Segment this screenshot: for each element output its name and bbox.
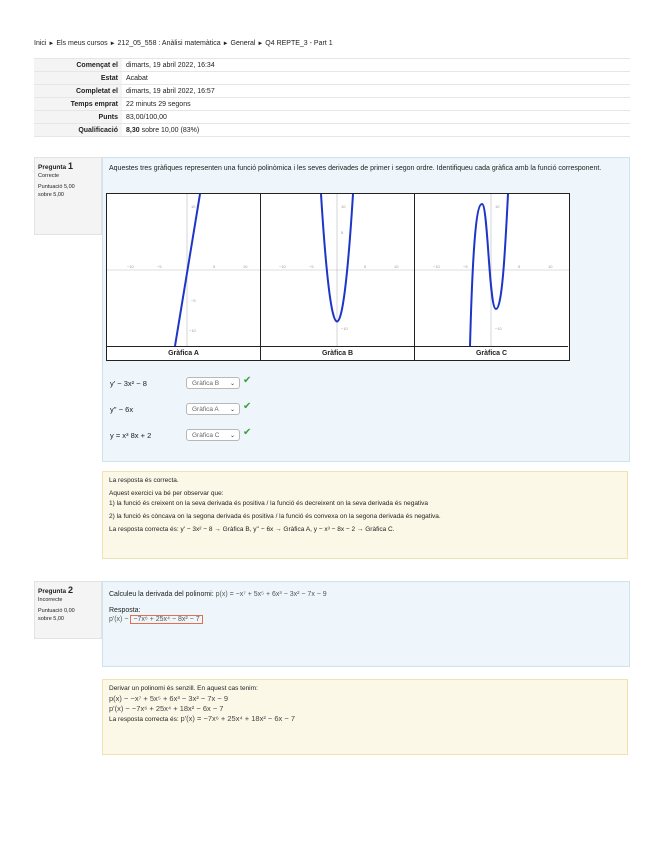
question-number: Pregunta 1 <box>38 161 73 171</box>
feedback-right-answer: La resposta correcta és: p'(x) = −7x⁶ + 25x⁴ + 18x² − 6x − 7 <box>109 714 296 723</box>
question-number: Pregunta 2 <box>38 585 73 595</box>
graph-a-plot <box>107 194 260 346</box>
question-mark: Puntuació 0,00 <box>38 608 75 614</box>
svg-text:10: 10 <box>243 264 248 269</box>
svg-text:−10: −10 <box>341 326 348 331</box>
question-1-info <box>34 157 102 235</box>
match-label-first-derivative: y' − 3x² − 8 <box>110 379 147 388</box>
svg-text:10: 10 <box>495 204 500 209</box>
chevron-down-icon: ⌄ <box>229 433 235 439</box>
svg-text:10: 10 <box>341 204 346 209</box>
feedback-formula: p'(x) − −7x⁶ + 25x⁴ + 18x² − 6x − 7 <box>109 704 224 713</box>
summary-label: Qualificació <box>34 124 122 137</box>
svg-text:10: 10 <box>394 264 399 269</box>
summary-label: Punts <box>34 111 122 124</box>
feedback-result: La resposta és correcta. <box>109 477 179 484</box>
feedback-formula: p(x) − −x⁷ + 5x⁵ + 6x³ − 3x² − 7x − 9 <box>109 694 229 703</box>
question-state: Correcte <box>38 173 60 179</box>
correct-check-icon: ✔ <box>243 375 252 386</box>
summary-row <box>34 85 630 98</box>
answer-prefix: p'(x) − <box>109 616 129 623</box>
graph-c-caption: Gràfica C <box>415 346 568 360</box>
breadcrumb-separator: ► <box>48 41 55 47</box>
graph-b-plot <box>261 194 414 346</box>
breadcrumb-general[interactable]: General <box>230 40 256 47</box>
feedback-text: Derivar un polinomi és senzill. En aquest cas tenim: <box>109 685 258 692</box>
feedback-right-answer: La resposta correcta és: y' − 3x² − 8 → Gràfica B, y'' − 6x → Gràfica A, y − x³ − 8x − 2 → Gràfica C. <box>109 526 395 533</box>
feedback-text: Aquest exercici va bé per observar que: <box>109 490 224 497</box>
breadcrumb-quiz[interactable]: Q4 REPTE_3 - Part 1 <box>265 40 333 47</box>
graph-c <box>415 194 568 346</box>
match-select-function[interactable]: Gràfica C ⌄ <box>186 429 240 441</box>
svg-text:−10: −10 <box>433 264 440 269</box>
summary-value: 83,00/100,00 <box>122 111 630 124</box>
summary-row <box>34 124 630 137</box>
breadcrumb-course[interactable]: 212_05_558 : Anàlisi matemàtica <box>117 40 221 47</box>
answer-row <box>103 614 629 625</box>
match-label-function: y = x³ 8x + 2 <box>110 431 152 440</box>
correct-check-icon: ✔ <box>243 427 252 438</box>
question-2-feedback <box>102 679 628 755</box>
match-select-second-derivative[interactable]: Gràfica A ⌄ <box>186 403 240 415</box>
match-select-first-derivative[interactable]: Gràfica B ⌄ <box>186 377 240 389</box>
question-mark-max: sobre 5,00 <box>38 616 64 622</box>
question-mark: Puntuació 5,00 <box>38 184 75 190</box>
question-mark-max: sobre 5,00 <box>38 192 64 198</box>
svg-text:10: 10 <box>191 204 196 209</box>
attempt-summary-table <box>34 58 630 137</box>
polynomial-formula: p(x) = −x⁷ + 5x⁵ + 6x³ − 3x² − 7x − 9 <box>215 591 327 598</box>
summary-label: Temps emprat <box>34 98 122 111</box>
summary-row <box>34 59 630 72</box>
summary-label: Començat el <box>34 59 122 72</box>
summary-value: Acabat <box>122 72 630 85</box>
svg-text:−10: −10 <box>189 328 196 333</box>
svg-text:−5: −5 <box>463 264 468 269</box>
graph-c-plot <box>415 194 569 346</box>
feedback-text: 1) la funció és creixent on la seva derivada és positiva / la funció és decreixent on la seva derivada és negativa <box>109 500 429 507</box>
breadcrumb-home[interactable]: Inici <box>34 40 47 47</box>
svg-text:10: 10 <box>548 264 553 269</box>
summary-row <box>34 111 630 124</box>
breadcrumb <box>34 40 333 47</box>
answer-input[interactable]: −7x⁶ + 25x⁴ − 8x² − 7 <box>130 615 202 624</box>
summary-label: Completat el <box>34 85 122 98</box>
svg-text:5: 5 <box>364 264 367 269</box>
summary-value: 22 minuts 29 segons <box>122 98 630 111</box>
summary-label: Estat <box>34 72 122 85</box>
svg-text:5: 5 <box>518 264 521 269</box>
question-2-content <box>102 581 630 667</box>
svg-text:−5: −5 <box>191 298 196 303</box>
question-text: Calculeu la derivada del polinomi: p(x) = −x⁷ + 5x⁵ + 6x³ − 3x² − 7x − 9 <box>109 591 327 598</box>
summary-value <box>122 124 630 137</box>
summary-row <box>34 72 630 85</box>
grade-rest: sobre 10,00 (83%) <box>141 126 200 134</box>
function-graphs <box>106 193 570 361</box>
question-state: Incorrecte <box>38 597 63 603</box>
grade-value: 8,30 <box>126 126 140 134</box>
summary-value: dimarts, 19 abril 2022, 16:34 <box>122 59 630 72</box>
breadcrumb-my-courses[interactable]: Els meus cursos <box>56 40 108 47</box>
chevron-down-icon: ⌄ <box>229 381 235 387</box>
graph-a-caption: Gràfica A <box>107 346 261 360</box>
summary-row <box>34 98 630 111</box>
svg-text:−10: −10 <box>495 326 502 331</box>
feedback-text: 2) la funció és còncava on la segona derivada és positiva / la funció és convexa on la segona derivada és negativa. <box>109 513 441 520</box>
question-1-feedback <box>102 471 628 559</box>
breadcrumb-separator: ► <box>109 41 116 47</box>
graph-a <box>107 194 261 346</box>
breadcrumb-separator: ► <box>222 41 229 47</box>
question-2-info <box>34 581 102 639</box>
match-label-second-derivative: y'' − 6x <box>110 405 134 414</box>
svg-text:−5: −5 <box>309 264 314 269</box>
svg-text:5: 5 <box>213 264 216 269</box>
answer-label: Resposta: <box>109 607 141 614</box>
question-text: Aquestes tres gràfiques representen una funció polinòmica i les seves derivades de primer i segon ordre. Identifiqueu cada gràfica amb la funció corresponent. <box>109 165 602 172</box>
svg-text:−10: −10 <box>127 264 134 269</box>
graph-b <box>261 194 415 346</box>
chevron-down-icon: ⌄ <box>229 407 235 413</box>
summary-value: dimarts, 19 abril 2022, 16:57 <box>122 85 630 98</box>
correct-check-icon: ✔ <box>243 401 252 412</box>
svg-text:5: 5 <box>341 230 344 235</box>
svg-text:−5: −5 <box>157 264 162 269</box>
graph-b-caption: Gràfica B <box>261 346 415 360</box>
svg-text:−10: −10 <box>279 264 286 269</box>
breadcrumb-separator: ► <box>257 41 264 47</box>
